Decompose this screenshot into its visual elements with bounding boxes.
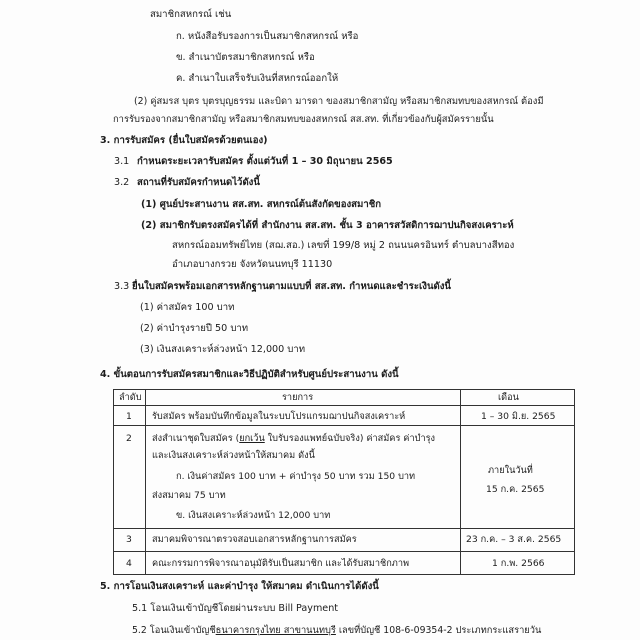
section4-heading: 4. ขั้นตอนการรับสมัครสมาชิกและวิธีปฏิบัติสำหรับศูนย์ประสานงาน ดังนี้ (100, 369, 399, 380)
section5-1: 5.1 โอนเงินเข้าบัญชีโดยผ่านระบบ Bill Payment (132, 603, 339, 614)
section3-heading: 3. การรับสมัคร (ยื่นใบสมัครด้วยตนเอง) (100, 135, 268, 146)
row2-line1-post: ใบรับรองแพทย์ฉบับจริง) ค่าสมัคร ค่าบำรุง (264, 433, 436, 444)
row3-item: สมาคมพิจารณาตรวจสอบเอกสารหลักฐานการสมัคร (152, 534, 357, 545)
place-2-line3: อำเภอบางกรวย จังหวัดนนทบุรี 11130 (172, 259, 333, 270)
place-2-line2: สหกรณ์ออมทรัพย์ไทย (สฌ.สอ.) เลขที่ 199/8 หมู่ 2 ถนนนครอินทร์ ตำบลบางสีทอง (172, 240, 515, 251)
table-divider (114, 405, 574, 406)
fee-advance: (3) เงินสงเคราะห์ล่วงหน้า 12,000 บาท (140, 344, 306, 355)
table-divider (145, 390, 146, 574)
section3-2-text: สถานที่รับสมัครกำหนดไว้ดังนี้ (137, 177, 260, 188)
row2-line2: และเงินสงเคราะห์ล่วงหน้าให้สมาคม ดังนี้ (152, 450, 315, 461)
row1-item: รับสมัคร พร้อมบันทึกข้อมูลในระบบโปรแกรมฌาปนกิจสงเคราะห์ (152, 411, 406, 422)
section5-2 (132, 624, 541, 637)
row2-month-line1: ภายในวันที่ (488, 465, 533, 476)
intro-para2-line2: การรับรองจากสมาชิกสามัญ หรือสมาชิกสมทบของสหกรณ์ สส.สท. ที่เกี่ยวข้องกับผู้สมัครรายนั้น (113, 114, 494, 125)
row2-sub-a-line2: ส่งสมาคม 75 บาท (152, 490, 226, 501)
row2-line1 (152, 432, 435, 445)
place-2-line1: (2) สมาชิกรับตรงสมัครได้ที่ สำนักงาน สส.สท. ชั้น 3 อาคารสวัสดิการฌาปนกิจสงเคราะห์ (141, 220, 514, 231)
section3-1-text: กำหนดระยะเวลารับสมัคร ตั้งแต่วันที่ 1 – 30 มิถุนายน 2565 (137, 156, 393, 167)
section3-3-text: ยื่นใบสมัครพร้อมเอกสารหลักฐานตามแบบที่ สส.สท. กำหนดและชำระเงินดังนี้ (132, 281, 451, 292)
table-divider (460, 390, 461, 574)
section5-heading: 5. การโอนเงินสงเคราะห์ และค่าบำรุง ให้สมาคม ดำเนินการได้ดังนี้ (100, 581, 379, 592)
row4-no: 4 (126, 558, 132, 569)
row2-line1-except: ยกเว้น (239, 433, 265, 444)
intro-item-c: ค. สำเนาใบเสร็จรับเงินที่สหกรณ์ออกให้ (176, 73, 339, 84)
intro-item-a: ก. หนังสือรับรองการเป็นสมาชิกสหกรณ์ หรือ (176, 31, 359, 42)
intro-para2-line1: (2) คู่สมรส บุตร บุตรบุญธรรม และบิดา มารดา ของสมาชิกสามัญ หรือสมาชิกสมทบของสหกรณ์ ต้องมี (134, 96, 544, 107)
section3-1-label: 3.1 (114, 156, 130, 167)
row2-month-line2: 15 ก.ค. 2565 (486, 484, 545, 495)
table-divider (114, 528, 574, 529)
table-header-month: เดือน (498, 392, 519, 403)
row2-sub-b: ข. เงินสงเคราะห์ล่วงหน้า 12,000 บาท (176, 510, 331, 521)
table-header-no: ลำดับ (119, 392, 142, 403)
fee-application: (1) ค่าสมัคร 100 บาท (140, 302, 235, 313)
intro-item-b: ข. สำเนาบัตรสมาชิกสหกรณ์ หรือ (176, 52, 315, 63)
place-1: (1) ศูนย์ประสานงาน สส.สท. สหกรณ์ต้นสังกัดของสมาชิก (141, 199, 382, 210)
row3-no: 3 (126, 534, 132, 545)
section3-3-label: 3.3 (114, 281, 130, 292)
row4-item: คณะกรรมการพิจารณาอนุมัติรับเป็นสมาชิก และได้รับสมาชิกภาพ (152, 558, 410, 569)
section5-2-pre: 5.2 โอนเงินเข้าบัญชี (132, 625, 216, 636)
steps-table (113, 389, 575, 575)
table-divider (114, 425, 574, 426)
section3-2-label: 3.2 (114, 177, 130, 188)
section5-2-post: เลขที่บัญชี 108-6-09354-2 ประเภทกระแสรายวัน (335, 625, 542, 636)
row4-month: 1 ก.พ. 2566 (492, 558, 545, 569)
row3-month: 23 ก.ค. – 3 ส.ค. 2565 (466, 534, 562, 545)
row1-month: 1 – 30 มิ.ย. 2565 (481, 411, 556, 422)
row2-line1-pre: ส่งสำเนาชุดใบสมัคร ( (152, 433, 240, 444)
section5-2-bank: ธนาคารกรุงไทย สาขานนทบุรี (215, 625, 336, 636)
row2-sub-a-line1: ก. เงินค่าสมัคร 100 บาท + ค่าบำรุง 50 บาท รวม 150 บาท (176, 471, 416, 482)
row1-no: 1 (126, 411, 132, 422)
fee-annual: (2) ค่าบำรุงรายปี 50 บาท (140, 323, 249, 334)
table-divider (114, 551, 574, 552)
table-header-item: รายการ (282, 392, 314, 403)
intro-line: สมาชิกสหกรณ์ เช่น (150, 9, 232, 20)
row2-no: 2 (126, 433, 132, 444)
